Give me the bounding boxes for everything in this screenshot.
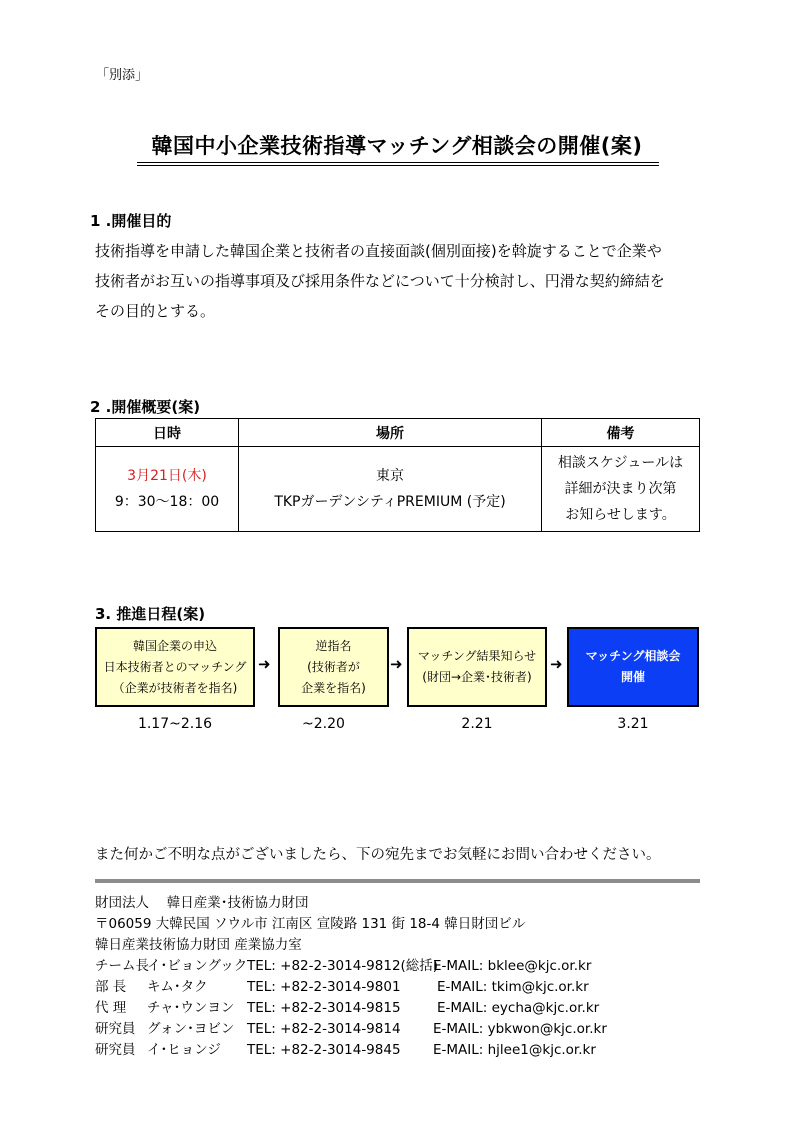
step-text: 逆指名	[315, 638, 352, 653]
contact-name: イ･ビョングック	[147, 958, 248, 974]
section1-heading: 1 .開催目的	[90, 212, 172, 230]
event-date: 3月21日(木)	[127, 468, 207, 484]
contact-row	[95, 998, 607, 1019]
contact-email[interactable]: E-MAIL: hjlee1@kjc.or.kr	[433, 1042, 596, 1058]
contact-email[interactable]: E-MAIL: ybkwon@kjc.or.kr	[433, 1021, 607, 1037]
schedule-step-consultation	[567, 627, 699, 707]
schedule-step-application	[95, 627, 255, 707]
divider	[95, 879, 700, 883]
step-text: 開催	[620, 670, 645, 684]
contact-dept: 韓日産業技術協力財団 産業協力室	[95, 937, 302, 953]
step-text: マッチング相談会	[585, 649, 681, 663]
contact-email[interactable]: E-MAIL: bklee@kjc.or.kr	[433, 958, 592, 974]
contact-block	[95, 893, 607, 1061]
attachment-note: 「別添」	[96, 68, 149, 83]
remarks-line: 詳細が決まり次第	[564, 481, 677, 497]
contact-name: キム･タク	[147, 979, 208, 995]
step-text: 日本技術者とのマッチング	[103, 659, 247, 674]
place-city: 東京	[376, 468, 404, 484]
column-header-remarks: 備考	[542, 419, 700, 447]
contact-email[interactable]: E-MAIL: tkim@kjc.or.kr	[437, 979, 589, 995]
section1-line: 技術者がお互いの指導事項及び採用条件などについて十分検討し、円滑な契約締結を	[95, 272, 665, 290]
section1-line: その目的とする。	[95, 302, 216, 320]
contact-tel: TEL: +82-2-3014-9814	[247, 1021, 401, 1037]
title-underline-bottom	[137, 165, 659, 166]
document-title: 韓国中小企業技術指導マッチング相談会の開催(案)	[151, 134, 643, 158]
contact-role: 部 長	[95, 979, 127, 995]
remarks-line: 相談スケジュールは	[557, 455, 684, 471]
contact-tel: TEL: +82-2-3014-9815	[247, 1000, 401, 1016]
schedule-date: 3.21	[617, 716, 649, 732]
contact-row	[95, 956, 607, 977]
arrow-right-icon: ➜	[550, 655, 563, 673]
section3-heading: 3. 推進日程(案)	[95, 605, 206, 623]
step-text: 企業を指名)	[301, 680, 366, 695]
place-venue: TKPガーデンシティPREMIUM (予定)	[274, 494, 506, 510]
contact-name: グォン･ヨビン	[147, 1021, 235, 1037]
schedule-step-matching-result	[407, 627, 547, 707]
contact-role: 研究員	[95, 1042, 136, 1058]
table-header-row	[96, 419, 700, 447]
overview-table	[95, 418, 700, 532]
datetime-cell	[96, 447, 239, 532]
remarks-cell	[542, 447, 700, 532]
column-header-datetime: 日時	[96, 419, 239, 447]
step-text: (財団→企業･技術者)	[422, 670, 532, 684]
arrow-right-icon: ➜	[390, 655, 403, 673]
section1-line: 技術指導を申請した韓国企業と技術者の直接面談(個別面接)を斡旋することで企業や	[95, 242, 662, 260]
contact-email[interactable]: E-MAIL: eycha@kjc.or.kr	[437, 1000, 600, 1016]
contact-role: 代 理	[95, 1000, 127, 1016]
step-text: (技術者が	[307, 659, 360, 674]
closing-message: また何かご不明な点がございましたら、下の宛先までお気軽にお問い合わせください。	[95, 847, 661, 863]
table-row	[96, 447, 700, 532]
contact-org: 財団法人 韓日産業･技術協力財団	[95, 895, 309, 911]
contact-role: チーム長	[95, 958, 149, 974]
contact-row	[95, 977, 607, 998]
contact-row	[95, 1019, 607, 1040]
section1-body	[95, 236, 705, 326]
event-time: 9：30～18：00	[114, 494, 220, 510]
contact-tel: TEL: +82-2-3014-9812(総括)	[247, 958, 439, 974]
section2-heading: 2 .開催概要(案)	[90, 398, 201, 416]
place-cell	[239, 447, 542, 532]
title-underline-top	[137, 162, 659, 163]
contact-tel: TEL: +82-2-3014-9845	[247, 1042, 401, 1058]
schedule-date: ~2.20	[302, 716, 345, 732]
remarks-line: お知らせします。	[565, 507, 676, 523]
step-text: 韓国企業の申込	[132, 638, 217, 653]
contact-address: 〒06059 大韓民国 ソウル市 江南区 宣陵路 131 街 18-4 韓日財団ビル	[95, 916, 526, 932]
arrow-right-icon: ➜	[258, 655, 271, 673]
step-text: マッチング結果知らせ	[417, 649, 537, 663]
contact-row	[95, 1040, 607, 1061]
step-text: （企業が技術者を指名)	[112, 680, 238, 695]
contact-name: チャ･ウンヨン	[147, 1000, 235, 1016]
column-header-place: 場所	[239, 419, 542, 447]
schedule-step-reverse-nomination	[278, 627, 389, 707]
contact-role: 研究員	[95, 1021, 136, 1037]
schedule-date: 2.21	[461, 716, 493, 732]
contact-tel: TEL: +82-2-3014-9801	[247, 979, 401, 995]
contact-name: イ･ヒョンジ	[147, 1042, 221, 1058]
schedule-date: 1.17~2.16	[137, 716, 213, 732]
